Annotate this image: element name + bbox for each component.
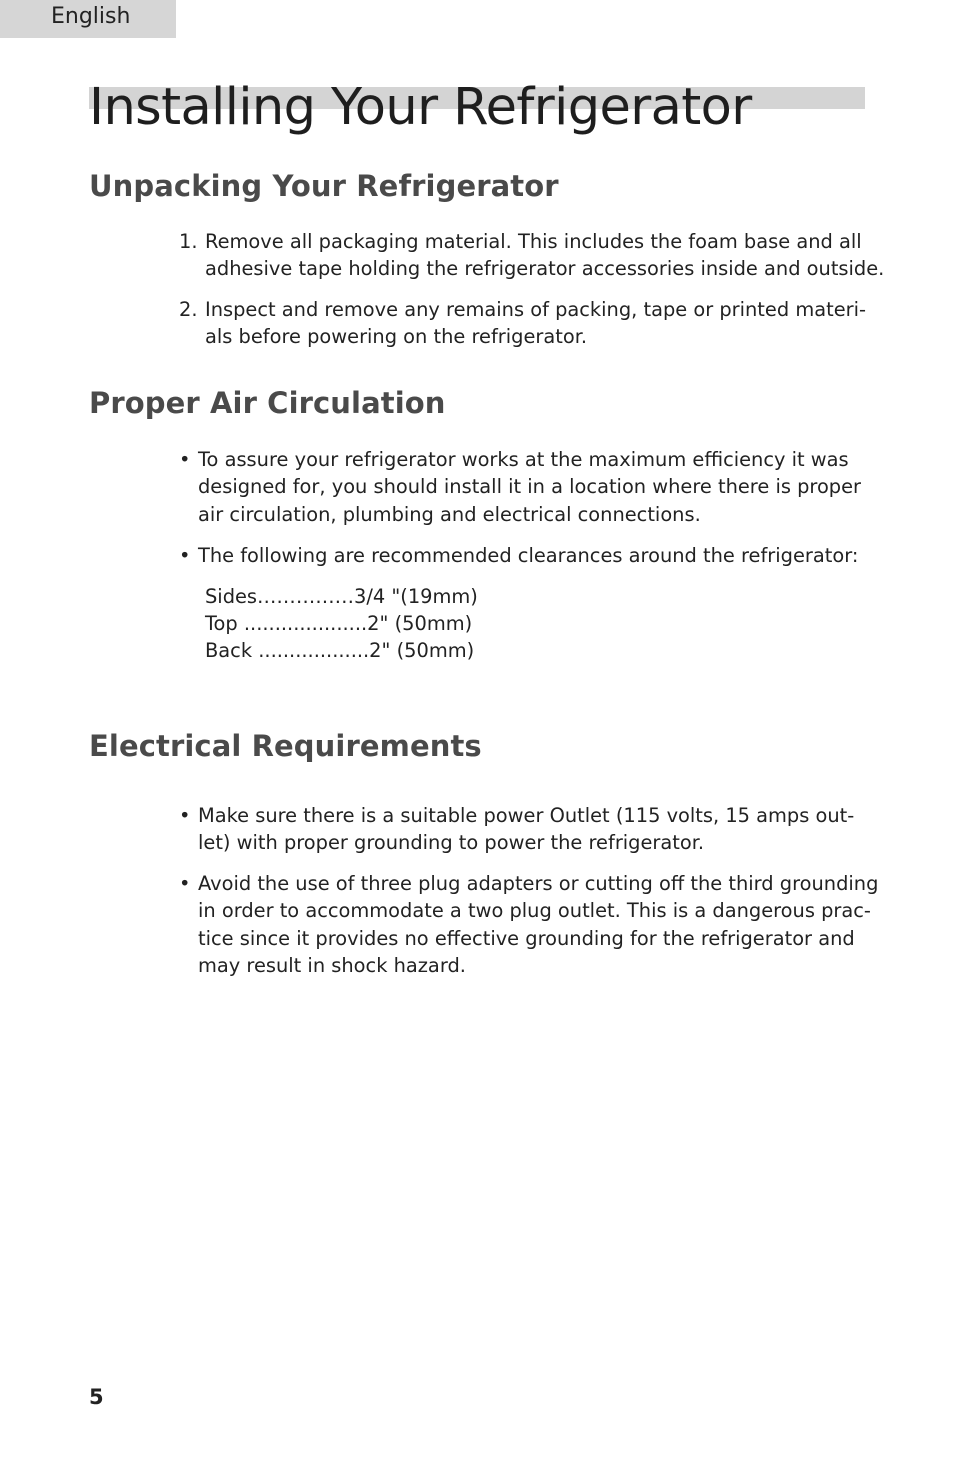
text-line: adhesive tape holding the refrigerator accessories inside and outside.	[205, 257, 885, 281]
unpacking-step-1	[179, 228, 884, 283]
text-line: Avoid the use of three plug adapters or cutting off the third grounding	[198, 872, 879, 895]
step-number: 2.	[179, 298, 198, 321]
electrical-bullet-1	[179, 802, 854, 857]
text-line: tice since it provides no effective grounding for the refrigerator and	[198, 926, 855, 950]
text-line: To assure your refrigerator works at the maximum efficiency it was	[198, 448, 849, 471]
text-line: Remove all packaging material. This includes the foam base and all	[205, 230, 862, 253]
air-bullet-1	[179, 446, 861, 528]
unpacking-step-2	[179, 296, 866, 351]
clearance-sides: Sides……………3/4 "(19mm)	[205, 585, 478, 608]
heading-air-circulation: Proper Air Circulation	[89, 386, 446, 420]
text-line: Make sure there is a suitable power Outlet (115 volts, 15 amps out-	[198, 804, 855, 827]
bullet-icon: •	[179, 872, 191, 895]
page-title: Installing Your Refrigerator	[89, 78, 752, 137]
language-label: English	[51, 4, 131, 29]
air-bullet-2	[179, 542, 858, 569]
text-line: The following are recommended clearances around the refrigerator:	[198, 544, 859, 567]
heading-unpacking: Unpacking Your Refrigerator	[89, 169, 559, 203]
bullet-icon: •	[179, 804, 191, 827]
clearance-top: Top ....................2" (50mm)	[205, 612, 473, 635]
text-line: let) with proper grounding to power the refrigerator.	[198, 831, 705, 855]
page-number: 5	[89, 1385, 104, 1409]
bullet-icon: •	[179, 544, 191, 567]
bullet-icon: •	[179, 448, 191, 471]
text-line: in order to accommodate a two plug outlet. This is a dangerous prac-	[198, 899, 871, 923]
text-line: air circulation, plumbing and electrical connections.	[198, 502, 701, 526]
text-line: designed for, you should install it in a location where there is proper	[198, 475, 862, 499]
clearance-back: Back ..................2" (50mm)	[205, 639, 475, 662]
text-line: Inspect and remove any remains of packing, tape or printed materi-	[205, 298, 866, 321]
heading-electrical: Electrical Requirements	[89, 729, 482, 763]
electrical-bullet-2	[179, 870, 878, 980]
text-line: may result in shock hazard.	[198, 954, 466, 978]
language-tab	[0, 0, 176, 38]
text-line: als before powering on the refrigerator.	[205, 325, 588, 349]
step-number: 1.	[179, 230, 198, 253]
